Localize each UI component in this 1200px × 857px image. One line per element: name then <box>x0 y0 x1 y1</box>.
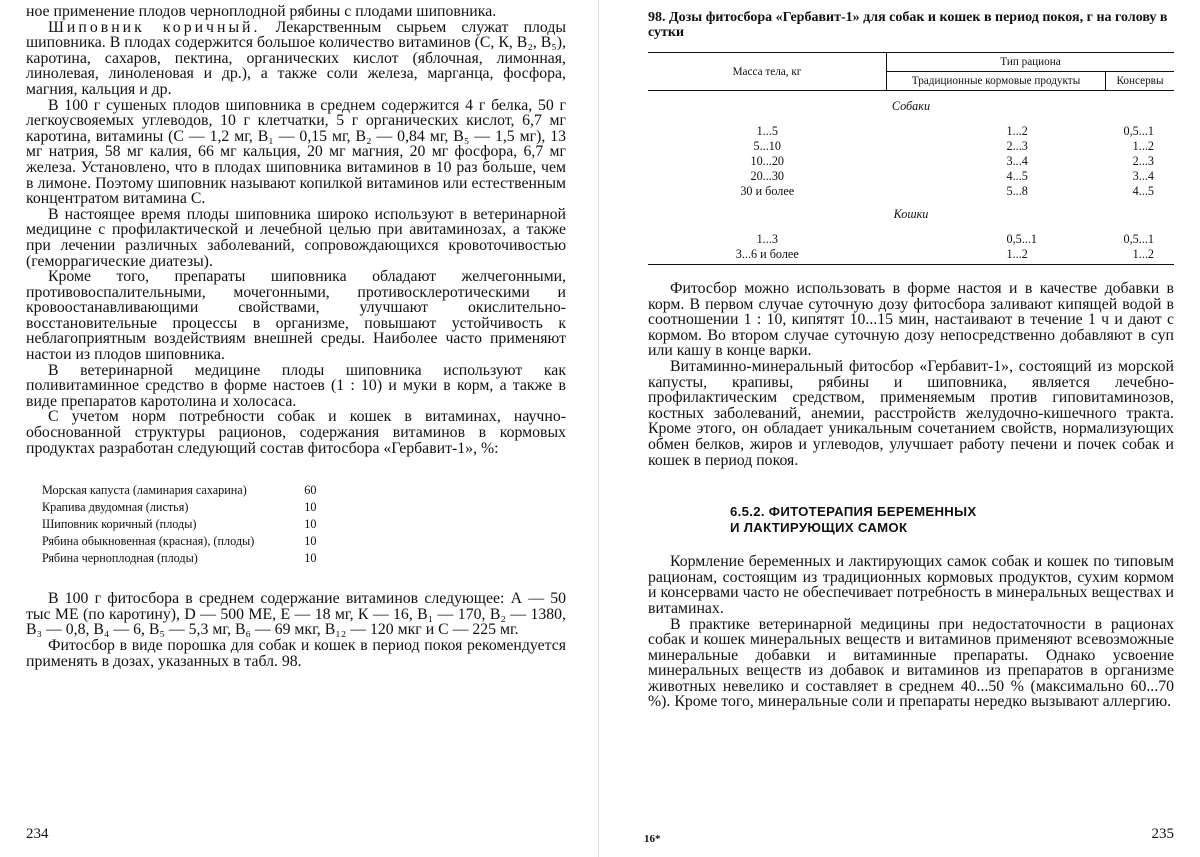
table-row <box>648 154 1174 169</box>
paragraph: Фитосбор можно использовать в форме настоя и в качестве добавки в корм. В первом случае суточную дозу фитосбора заливают кипящей водой в соотношении 1 : 10, кипятят 10...15 мин, настаивают в течение 1 ч и дают с кормом. Во втором случае суточную дозу непосредственно добавляют в суп или кашу в конце варки. <box>648 280 1174 360</box>
cell-trad: 3...4 <box>1006 154 1028 168</box>
composition-value: 10 <box>304 534 317 549</box>
section-heading <box>730 504 1174 536</box>
cell-trad: 0,5...1 <box>1006 232 1037 246</box>
col-trad-header: Традиционные кормовые продукты <box>887 72 1106 91</box>
dose-table <box>648 52 1174 265</box>
composition-row <box>42 533 316 550</box>
paragraph: В ветеринарной медицине плоды шиповника используют как поливитаминное средство в форме настоев (1 : 10) и муки в корм, а также в виде препаратов каротолина и холосаса. <box>26 361 566 410</box>
table-row <box>648 184 1174 199</box>
col-canned-header: Консервы <box>1106 72 1174 91</box>
cell-canned: 0,5...1 <box>1123 232 1154 246</box>
paragraph: В настоящее время плоды шиповника широко используют в ветеринарной медицине с профилактической и лечебной целью при авитаминозах, а также при лечении различных заболеваний, сопровождающихся кровоточивостью (геморрагические диатезы). <box>26 205 566 270</box>
composition-list <box>42 482 316 567</box>
paragraph: Кроме того, препараты шиповника обладают желчегонными, противовоспалительными, мочегонными, противосклеротическими и кровоостанавливающими свойствами, улучшают окислительно-восстановительные процессы в организме, повышают устойчивость к неблагоприятным воздействиям внешней среды. Наиболее часто применяют настои из плодов шиповника. <box>26 268 566 364</box>
composition-value: 10 <box>304 500 317 515</box>
cell-mass: 20...30 <box>750 169 784 183</box>
table-row <box>648 169 1174 184</box>
cell-canned: 1...2 <box>1106 247 1174 265</box>
cell-canned: 2...3 <box>1132 154 1154 168</box>
page-number: 235 <box>1151 826 1174 842</box>
group-label: Собаки <box>891 99 931 113</box>
cell-mass: 30 и более <box>740 184 795 198</box>
cell-canned: 3...4 <box>1132 169 1154 183</box>
paragraph: В практике ветеринарной медицины при недостаточности в рационах собак и кошек минеральных веществ и витаминов применяют всевозможные минеральные добавки и витаминные препараты. Однако усвоение минеральных веществ из добавок и витаминов из препаратов в организме животных невелико и составляет в среднем 40...50 % (максимально 60...70 %). Кроме того, минеральные соли и препараты нередко вызывают аллергию. <box>648 615 1174 711</box>
composition-name: Рябина черноплодная (плоды) <box>42 551 198 566</box>
paragraph: В 100 г сушеных плодов шиповника в среднем содержится 4 г белка, 50 г легкоусвояемых углеводов, 10 г клетчатки, 5 г органических кислот, 6,7 мг каротина, витамины (С — 1,2 мг, В₁ — 0,15 мг, В₂ — 0,84 мг, В₅ — 1,5 мг), 13 мг натрия, 58 мг калия, 66 мг кальция, 20 мг магния, 20 мг фосфора, 6,7 мг железа. Установлено, что в плодах шиповника витаминов в 10 раз больше, чем в лимоне. Поэтому шиповник называют копилкой витаминов или естественным концентратом витамина С. <box>26 96 566 208</box>
table-row <box>648 124 1174 139</box>
paragraph: С учетом норм потребности собак и кошек в витаминах, научно-обоснованной структуры рационов, содержания витаминов в кормовых продуктах разработан следующий состав фитосбора «Гербавит-1», %: <box>26 408 566 457</box>
paragraph: В 100 г фитосбора в среднем содержание витаминов следующее: А — 50 тыс МЕ (по каротину), D — 500 МЕ, Е — 18 мг, К — 16, В₁ — 170, В₂ — 1380, В₃ — 0,8, В₄ — 6, В₅ — 5,3 мг, В₆ — 69 мкг, В₁₂ — 120 мкг и С — 225 мг. <box>26 590 566 639</box>
table-row <box>648 247 1174 265</box>
table-caption: 98. Дозы фитосбора «Гербавит-1» для собак и кошек в период покоя, г на голову в сутки <box>648 10 1168 40</box>
cell-canned: 4...5 <box>1132 184 1154 198</box>
composition-name: Крапива двудомная (листья) <box>42 500 189 515</box>
table-row <box>648 232 1174 247</box>
table-row <box>648 139 1174 154</box>
group-row-dogs <box>648 91 1174 125</box>
cell-canned: 1...2 <box>1132 139 1154 153</box>
paragraph-text: Лекарственным сырьем служат плоды шиповника. В плодах содержится большое количество витаминов (С, К, В₂, В₅), каротина, сахаров, пектина, органических кислот (яблочная, лимонная, линолевая, линоленовая и др.), а также соли железа, марганца, фосфора, магния, кальция и др. <box>26 18 566 98</box>
cell-trad: 4...5 <box>1006 169 1028 183</box>
section-title: ФИТОТЕРАПИЯ БЕРЕМЕННЫХ <box>768 504 977 520</box>
cell-trad: 1...2 <box>1006 124 1028 138</box>
signature-mark: 16* <box>644 833 661 845</box>
page-number: 234 <box>26 826 49 842</box>
cell-trad: 5...8 <box>1006 184 1028 198</box>
composition-row <box>42 516 316 533</box>
paragraph: Кормление беременных и лактирующих самок собак и кошек по типовым рационам, состоящим из традиционных кормовых продуктов, сухим кормом и консервами часто не обеспечивает потребность в минеральных веществах и витаминах. <box>648 553 1174 617</box>
right-page <box>600 0 1200 857</box>
composition-name: Шиповник коричный (плоды) <box>42 517 197 532</box>
cell-mass: 3...6 и более <box>648 247 887 265</box>
cell-mass: 5...10 <box>753 139 781 153</box>
cell-mass: 10...20 <box>750 154 784 168</box>
paragraph-rosehip <box>26 20 566 98</box>
composition-value: 10 <box>304 551 317 566</box>
composition-name: Морская капуста (ламинария сахарина) <box>42 483 247 498</box>
col-type-header: Тип рациона <box>887 53 1175 72</box>
composition-value: 10 <box>304 517 317 532</box>
composition-name: Рябина обыкновенная (красная), (плоды) <box>42 534 255 549</box>
composition-row <box>42 499 316 516</box>
section-title-line2: И ЛАКТИРУЮЩИХ САМОК <box>730 520 908 536</box>
table-header-row <box>648 53 1174 72</box>
cell-canned: 0,5...1 <box>1123 124 1154 138</box>
composition-row <box>42 482 316 499</box>
paragraph: Витаминно-минеральный фитосбор «Гербавит-1», состоящий из морской капусты, крапивы, рябины и шиповника, является лечебно-профилактическим средством, применяемым против гиповитаминозов, костных заболеваний, анемии, расстройств желудочно-кишечного тракта. Кроме этого, он обладает уникальным сочетанием свойств, нормализующих обмен белков, жиров и углеводов, улучшает работу печени и почек собак и кошек в период покоя. <box>648 357 1174 469</box>
col-mass-header: Масса тела, кг <box>648 53 887 91</box>
cell-trad: 1...2 <box>887 247 1106 265</box>
cell-mass: 1...3 <box>756 232 778 246</box>
lead-term: Шиповник коричный. <box>48 18 261 36</box>
composition-row <box>42 550 316 567</box>
composition-value: 60 <box>304 483 317 498</box>
group-label: Кошки <box>893 207 929 221</box>
paragraph: Фитосбор в виде порошка для собак и кошек в период покоя рекомендуется применять в дозах, указанных в табл. 98. <box>26 637 566 670</box>
paragraph: ное применение плодов черноплодной рябины с плодами шиповника. <box>26 3 497 20</box>
group-row-cats <box>648 199 1174 232</box>
section-number: 6.5.2. <box>730 504 765 520</box>
cell-mass: 1...5 <box>756 124 778 138</box>
cell-trad: 2...3 <box>1006 139 1028 153</box>
